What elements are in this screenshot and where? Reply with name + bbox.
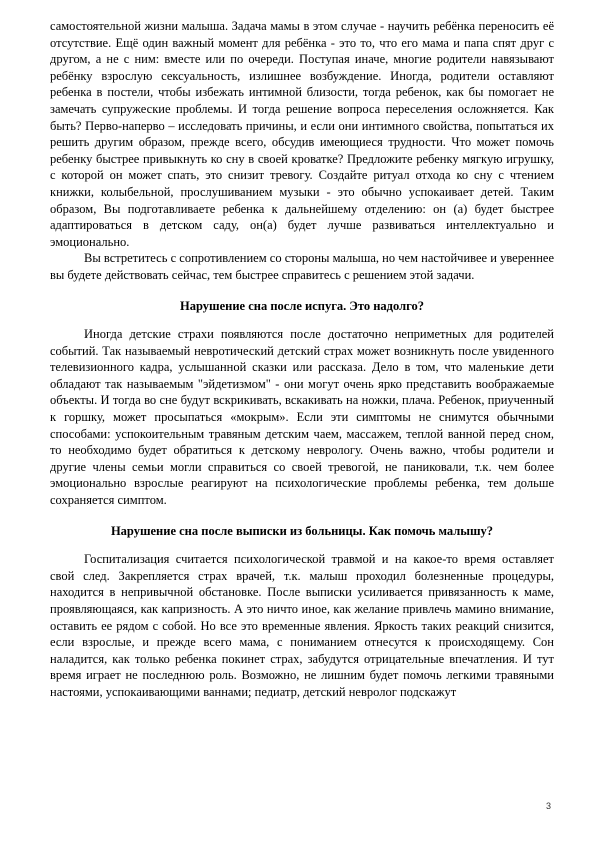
document-body <box>50 18 554 701</box>
section-heading-fright: Нарушение сна после испуга. Это надолго? <box>180 298 424 313</box>
section-heading-hospital: Нарушение сна после выписки из больницы. Как помочь малышу? <box>110 523 494 538</box>
paragraph-continuation: самостоятельной жизни малыша. Задача мамы в этом случае - научить ребёнка переносить её отсутствие. Ещё один важный момент для ребёнка - это то, что его мама и папа спят друг с другом, а не с ним: вместе или по очереди. Поступая иначе, многие родители навязывают ребёнку взрослую сексуальность, излишнее возбуждение. Иногда, родители оставляют ребенка в постели, чтобы избежать интимной близости, тогда ребенок, как бы помогает не замечать супружеские проблемы. И тогда решение вопроса переселения осложняется. Как быть? Перво-наперво – исследовать причины, и если они интимного свойства, попытаться их решить другим образом, прежде всего, обсудив имеющиеся трудности. Что может помочь ребенку быстрее привыкнуть ко сну в своей кроватке? Предложите ребенку мягкую игрушку, с которой он может спать, это снизит тревогу. Создайте ритуал отхода ко сну с чтением книжки, колыбельной, прослушиванием музыки - это обычно успокаивает детей. Таким образом, Вы подготавливаете ребенка к дальнейшему отделению: он (а) будет быстрее адаптироваться в детском саду, он(а) будет лучше развиваться интеллектуально и эмоционально. <box>50 19 554 249</box>
paragraph-fright: Иногда детские страхи появляются после достаточно неприметных для родителей событий. Так называемый невротический детский страх может возникнуть после увиденного телевизионного кадра, услышанной сказки или рассказа. Дело в том, что маленькие дети обладают так называемым "эйдетизмом" - они могут очень ярко представить воображаемые объекты. И тогда во сне будут вскрикивать, вскакивать на ножки, плача. Ребенок, приученный к горшку, может просыпаться «мокрым». Если эти симптомы не снимутся обычными способами: успокоительным травяным детским чаем, массажем, теплой ванной перед сном, то необходимо будет обратиться к детскому неврологу. Очень важно, чтобы родители и другие члены семьи могли справиться со своей тревогой, не паниковали, т.к. чем более эмоционально взрослые реагируют на психологические проблемы ребенка, тем дольше сохраняется симптом. <box>50 327 554 508</box>
paragraph-resistance: Вы встретитесь с сопротивлением со стороны малыша, но чем настойчивее и увереннее вы будете действовать сейчас, тем быстрее справитесь с решением этой задачи. <box>50 251 554 282</box>
paragraph-hospital: Госпитализация считается психологической травмой и на какое-то время оставляет свой след. Закрепляется страх врачей, т.к. малыш проходил болезненные процедуры, находится в непривычной обстановке. После выписки усиливается привязанность к маме, проявляющаяся, как капризность. А это ничто иное, как желание привлечь мамино внимание, оставить ее рядом с собой. Но все это временные явления. Яркость таких реакций снизится, если взрослые, и прежде всего мама, с пониманием отнесутся к происходящему. Сон наладится, как только ребенка покинет страх, забудутся отрицательные впечатления. И тут время играет не последнюю роль. Возможно, не лишним будет помочь легкими травяными настоями, успокаивающими ваннами; педиатр, детский невролог подскажут <box>50 552 554 699</box>
page-number: 3 <box>545 801 551 811</box>
